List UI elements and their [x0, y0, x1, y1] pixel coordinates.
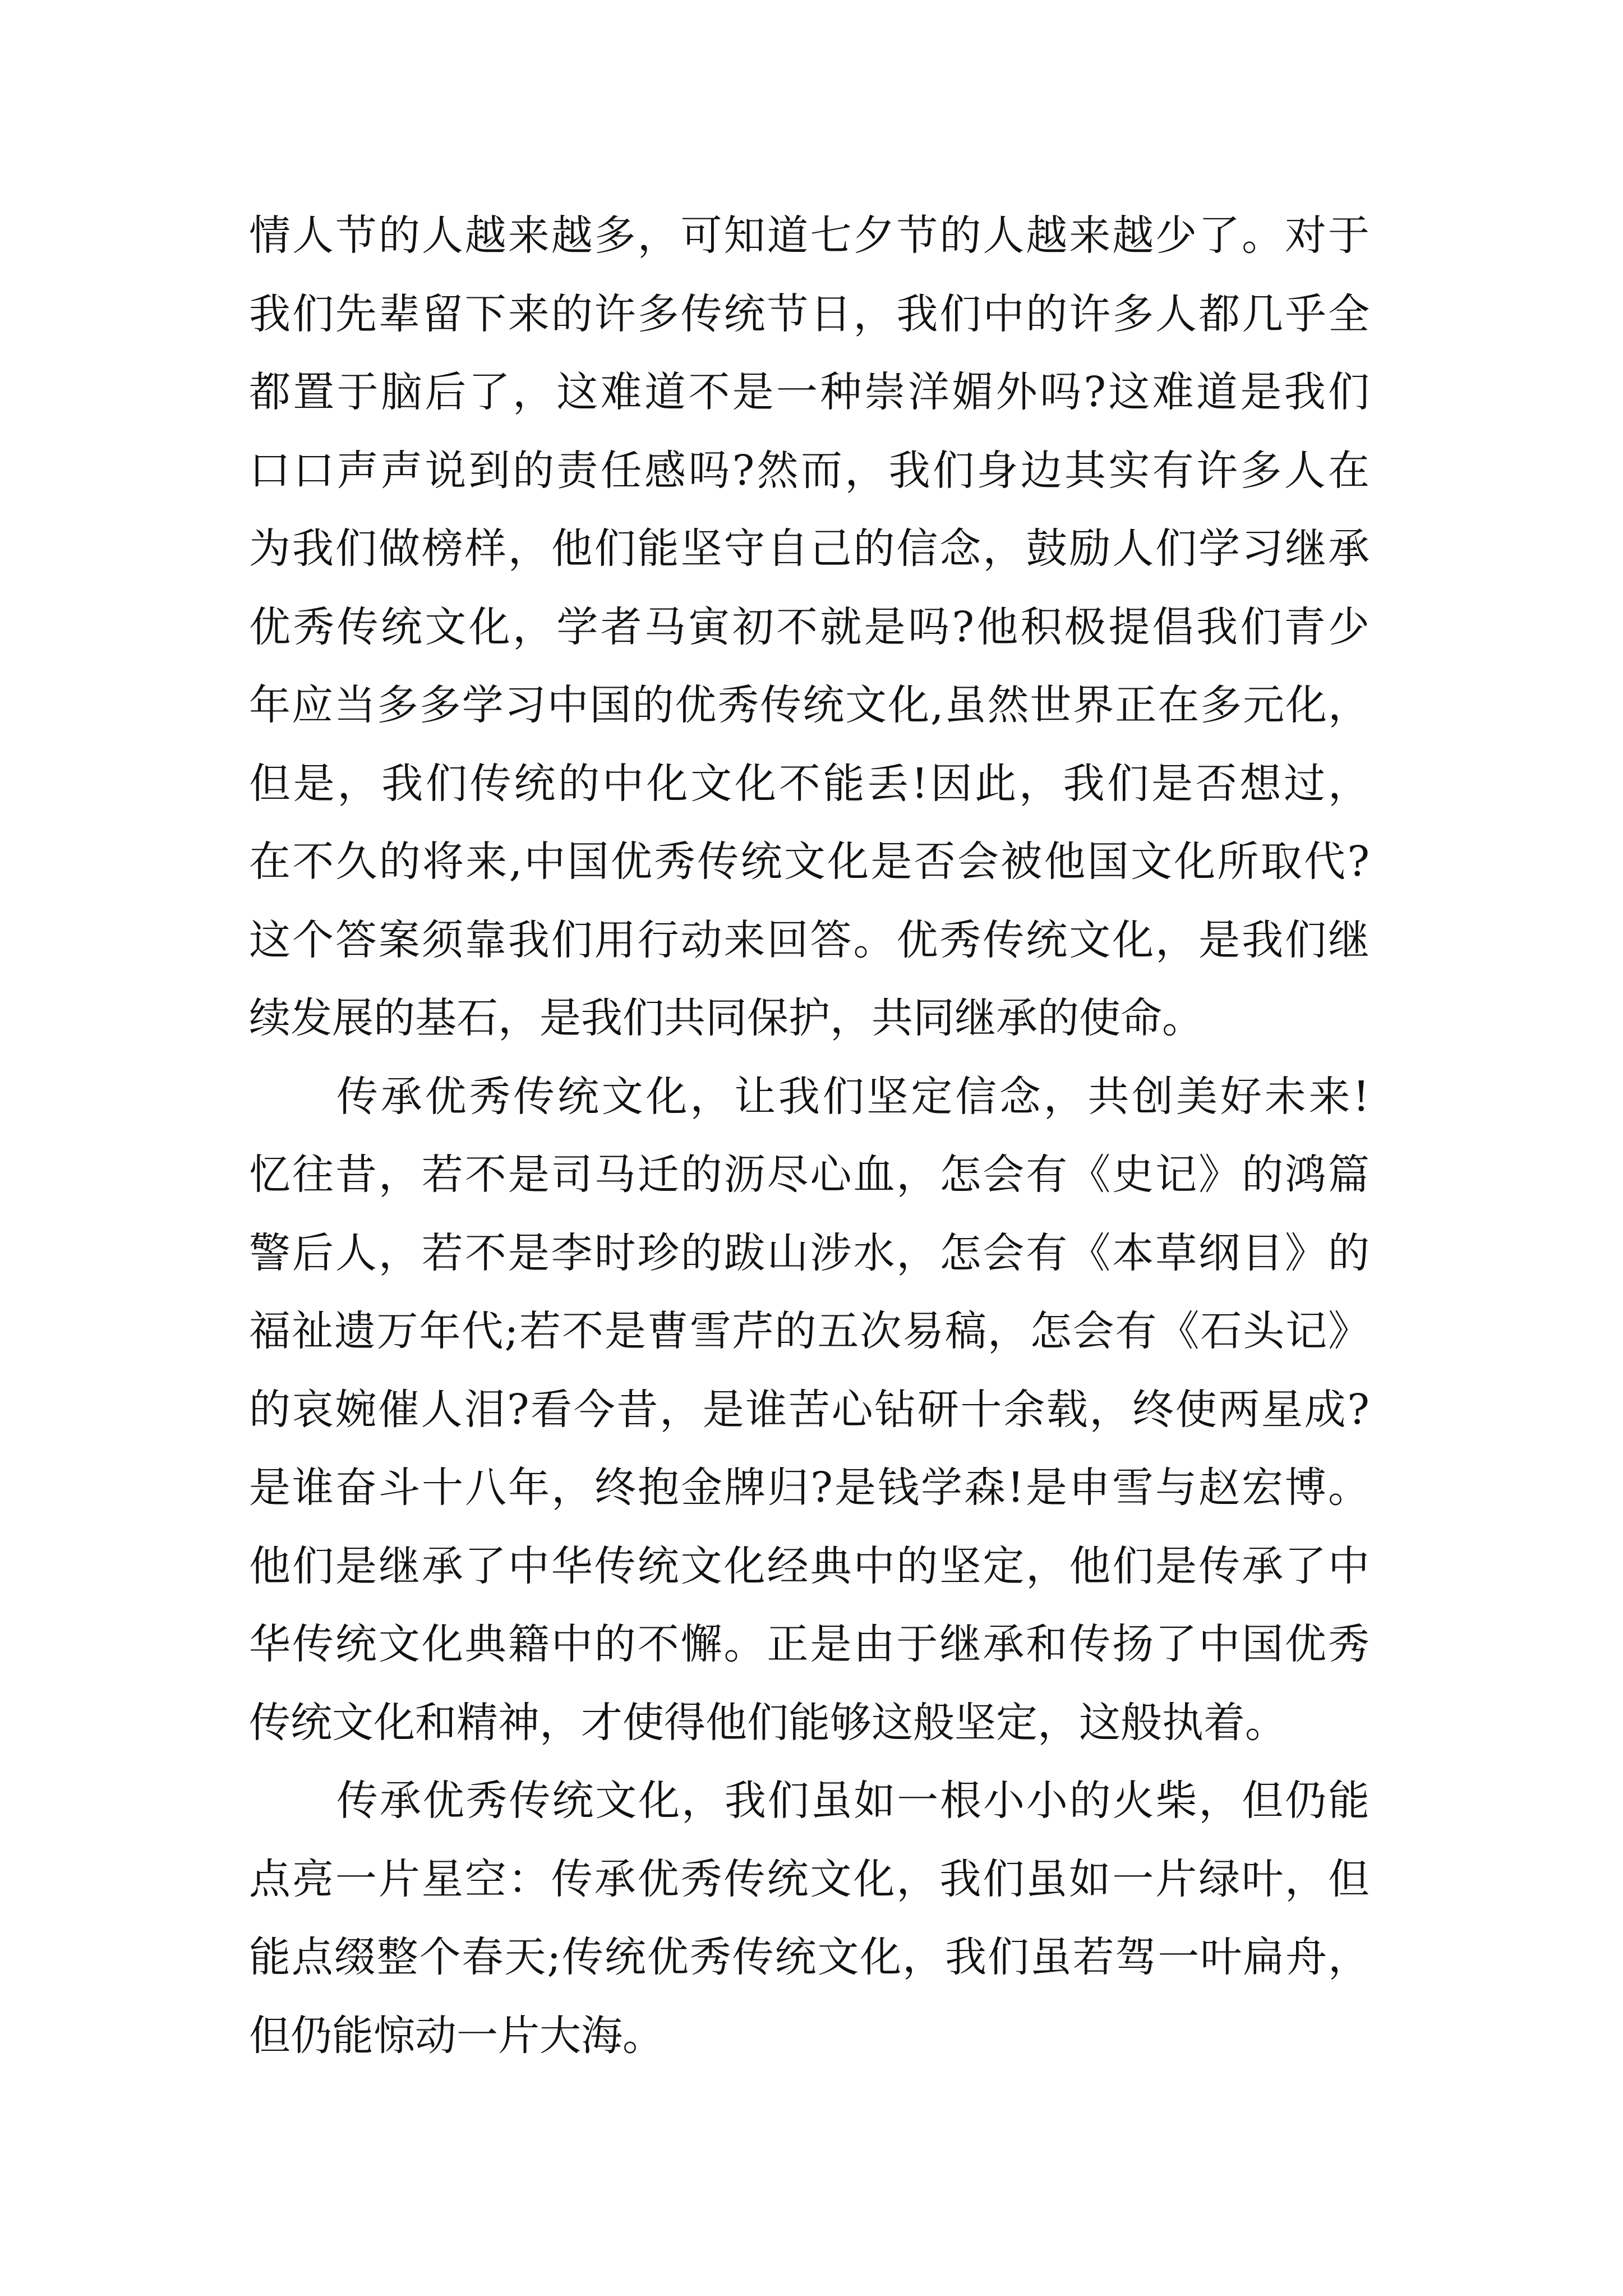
text-line: 情人节的人越来越多，可知道七夕节的人越来越少了。对于	[249, 211, 1370, 260]
text-line: 传统文化和精神，才使得他们能够这般坚定，这般执着。	[249, 1698, 1287, 1747]
text-line: 能点缀整个春天;传统优秀传统文化，我们虽若驾一叶扁舟，	[249, 1933, 1370, 1981]
text-line: 他们是继承了中华传统文化经典中的坚定，他们是传承了中	[249, 1542, 1370, 1590]
text-line: 忆往昔，若不是司马迁的沥尽心血，怎会有《史记》的鸿篇	[249, 1151, 1370, 1199]
text-line: 传承优秀传统文化，让我们坚定信念，共创美好未来!	[336, 1072, 1370, 1121]
text-line: 警后人，若不是李时珍的跋山涉水，怎会有《本草纲目》的	[249, 1228, 1370, 1277]
text-line: 在不久的将来,中国优秀传统文化是否会被他国文化所取代?	[249, 838, 1370, 886]
text-line: 这个答案须靠我们用行动来回答。优秀传统文化，是我们继	[249, 915, 1370, 964]
text-line: 的哀婉催人泪?看今昔，是谁苦心钻研十余载，终使两星成?	[249, 1385, 1370, 1434]
document-body	[249, 197, 1370, 2075]
text-line: 我们先辈留下来的许多传统节日，我们中的许多人都几乎全	[249, 289, 1370, 338]
paragraph	[249, 1762, 1370, 2075]
text-line: 优秀传统文化，学者马寅初不就是吗?他积极提倡我们青少	[249, 602, 1370, 651]
paragraph	[249, 197, 1370, 1058]
text-line: 口口声声说到的责任感吗?然而，我们身边其实有许多人在	[249, 446, 1370, 495]
text-line: 华传统文化典籍中的不懈。正是由于继承和传扬了中国优秀	[249, 1620, 1370, 1668]
text-line: 都置于脑后了，这难道不是一种崇洋媚外吗?这难道是我们	[249, 368, 1370, 416]
text-line: 为我们做榜样，他们能坚守自己的信念，鼓励人们学习继承	[249, 524, 1370, 573]
text-line: 传承优秀传统文化，我们虽如一根小小的火柴，但仍能	[336, 1777, 1370, 1825]
text-line: 年应当多多学习中国的优秀传统文化,虽然世界正在多元化，	[249, 681, 1370, 729]
text-line: 点亮一片星空：传承优秀传统文化，我们虽如一片绿叶，但	[249, 1855, 1370, 1903]
text-line: 是谁奋斗十八年，终抱金牌归?是钱学森!是申雪与赵宏博。	[249, 1464, 1370, 1512]
text-line: 续发展的基石，是我们共同保护，共同继承的使命。	[249, 994, 1204, 1042]
text-line: 但是，我们传统的中化文化不能丢!因此，我们是否想过，	[249, 759, 1370, 808]
text-line: 福祉遗万年代;若不是曹雪芹的五次易稿，怎会有《石头记》	[249, 1307, 1370, 1355]
paragraph	[249, 1058, 1370, 1763]
text-line: 但仍能惊动一片大海。	[249, 2011, 664, 2060]
